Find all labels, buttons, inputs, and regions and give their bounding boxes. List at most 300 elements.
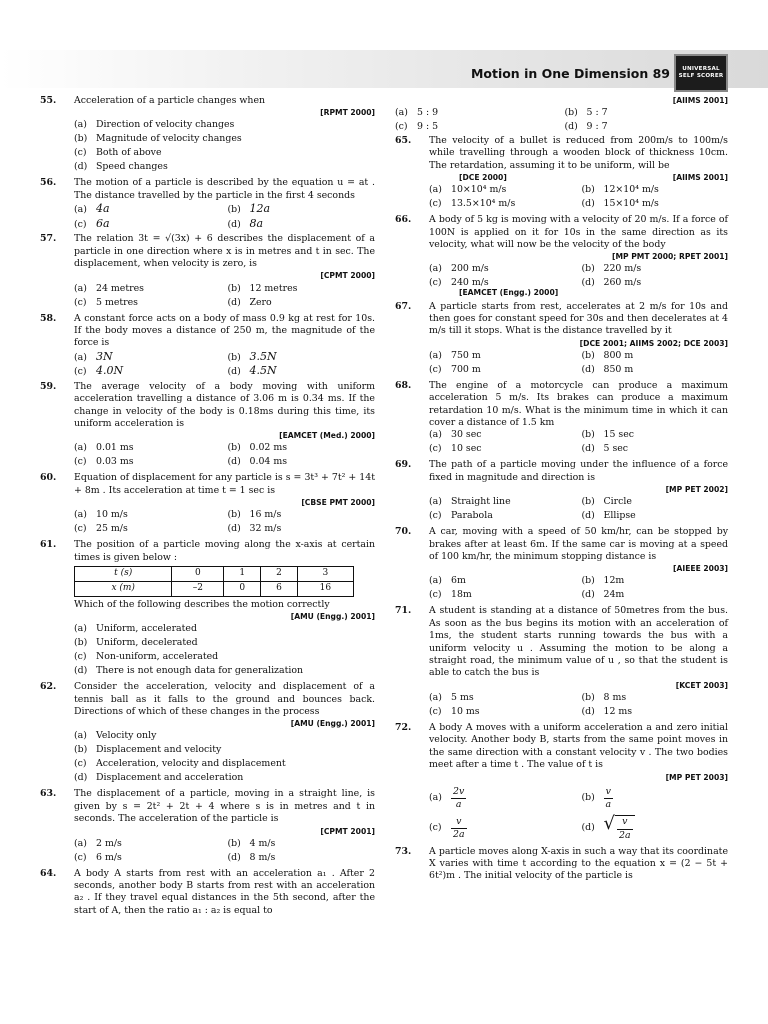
option-text: 9 : 7	[586, 121, 608, 133]
table-cell: 0	[224, 581, 261, 596]
option-letter: (d)	[581, 277, 595, 289]
option-letter: (a)	[395, 107, 408, 119]
option-letter: (a)	[429, 184, 442, 196]
option-letter: (b)	[581, 429, 595, 441]
question-text: A body of 5 kg is moving with a velocity of 20 m/s. If a force of 100N is applied on it for 10s in the same direction as its velocity, what will now be the velocity of the body	[429, 214, 728, 251]
options-grid	[74, 350, 375, 379]
option-letter: (c)	[429, 822, 442, 834]
option	[582, 443, 729, 457]
option	[395, 121, 559, 135]
question-text: The path of a particle moving under the influence of a force fixed in magnitude and direction is	[429, 459, 728, 483]
badge-line-1: UNIVERSAL	[682, 65, 720, 72]
option-text: 240 m/s	[451, 277, 489, 289]
fraction	[451, 786, 466, 812]
exam-reference: [CPMT 2000]	[320, 271, 375, 281]
options-grid	[74, 119, 375, 175]
option-text: Ellipse	[603, 510, 636, 522]
question	[395, 301, 728, 378]
option	[429, 429, 576, 443]
question-number: 63.	[40, 788, 57, 800]
option	[228, 202, 376, 217]
option	[429, 692, 576, 706]
exam-reference: [AIIMS 2001]	[672, 96, 728, 105]
table-row	[75, 567, 354, 582]
option-text: 0.04 ms	[249, 456, 288, 468]
option-letter: (c)	[74, 851, 87, 863]
option-text: 3N	[96, 349, 113, 363]
option-letter: (c)	[429, 277, 442, 289]
question-text: The relation 3t = √(3x) + 6 describes the displacement of a particle in one direction where x is in metres and t in sec. The displacement, when velocity is zero, is	[74, 233, 375, 270]
option-text: Direction of velocity changes	[96, 119, 235, 131]
question-text: A body A moves with a uniform acceleration a and zero initial velocity. Another body B, starts from the same point moves in the same direction with a constant velocity v . The two bodies meet after a time t . The value of t is	[429, 721, 728, 771]
table-cell: 6	[261, 581, 298, 596]
option-letter: (d)	[581, 822, 595, 834]
numerator: v	[604, 786, 614, 799]
option-text: Non-uniform, accelerated	[96, 651, 219, 663]
question	[395, 722, 728, 844]
denominator: 2a	[453, 829, 465, 841]
option-text: Velocity only	[96, 730, 157, 742]
question	[395, 605, 728, 719]
data-table	[74, 566, 354, 597]
option-text: 18m	[451, 589, 472, 601]
option-text: There is not enough data for generalization	[96, 665, 304, 677]
option-letter: (c)	[74, 523, 87, 535]
option-letter: (c)	[429, 198, 442, 210]
option-letter: (d)	[581, 443, 595, 455]
option-text: 5 metres	[96, 296, 138, 308]
table-cell: –2	[172, 581, 224, 596]
option	[429, 706, 576, 720]
question-number: 67.	[395, 300, 412, 312]
option	[74, 297, 222, 311]
option-letter: (d)	[581, 705, 595, 717]
option-letter: (b)	[581, 496, 595, 508]
option-letter: (a)	[429, 575, 442, 587]
exam-reference: [KCET 2003]	[675, 680, 728, 690]
option-text: 25 m/s	[96, 523, 128, 535]
question-text: The motion of a particle is described by the equation u = at . The distance travelled by the particle in the first 4 seconds	[74, 177, 375, 201]
option-text: 24m	[603, 589, 625, 601]
question-text: A body A starts from rest with an acceleration a₁ . After 2 seconds, another body B starts from rest with an acceleration a₂ . If they travel equal distances in the 5th second, after the start of A, then the ratio a₁ : a₂ is equal to	[74, 867, 375, 916]
table-cell: 16	[297, 581, 353, 596]
exam-reference: [CBSE PMT 2000]	[301, 498, 375, 508]
option-letter: (d)	[227, 218, 241, 230]
option-letter: (b)	[581, 691, 595, 703]
option-letter: (b)	[581, 184, 595, 196]
option	[228, 364, 376, 379]
option-text: 0.01 ms	[96, 442, 134, 454]
option	[582, 814, 729, 844]
option	[228, 350, 376, 365]
option-letter: (b)	[227, 442, 241, 454]
option-text: 700 m	[451, 363, 481, 375]
option-letter: (d)	[581, 510, 595, 522]
option-text: Both of above	[96, 147, 162, 159]
option	[565, 121, 729, 135]
option-letter: (b)	[74, 744, 88, 756]
option	[228, 442, 376, 456]
options-grid	[74, 730, 375, 786]
option-letter: (b)	[227, 509, 241, 521]
option-letter: (d)	[227, 296, 241, 308]
option	[582, 364, 729, 378]
option-text: 220 m/s	[603, 263, 642, 275]
denominator: 2a	[618, 829, 631, 841]
option-text: 12 metres	[249, 282, 298, 294]
question	[40, 681, 375, 786]
option	[228, 852, 376, 866]
option-text: 6 m/s	[96, 851, 122, 863]
question-text: A student is standing at a distance of 50metres from the bus. As soon as the bus begins its motion with an acceleration of 1ms, the student starts running towards the bus with a uniform velocity u . Assuming the motion to be along a straight road, the minimum value of u , so that the student is able to catch the bus is	[429, 605, 728, 679]
option-text: 8 m/s	[249, 851, 276, 863]
exam-reference: [EAMCET (Med.) 2000]	[279, 431, 375, 441]
table-cell: 2	[261, 567, 298, 582]
option	[565, 107, 729, 121]
option-letter: (c)	[395, 121, 408, 133]
option-letter: (b)	[74, 637, 88, 649]
question-text: The velocity of a bullet is reduced from 200m/s to 100m/s while travelling through a wooden block of thickness 10cm. The retardation, assuming it to be uniform, will be	[429, 135, 728, 171]
option-text: 260 m/s	[603, 277, 642, 289]
option-letter: (a)	[429, 792, 442, 804]
option	[74, 623, 375, 637]
option-letter: (b)	[227, 204, 241, 216]
table-cell: t (s)	[75, 567, 172, 582]
option-text: Uniform, decelerated	[96, 637, 198, 649]
option-text: 10×10⁴ m/s	[451, 184, 507, 196]
option	[582, 198, 729, 212]
option-letter: (d)	[227, 523, 241, 535]
option-letter: (b)	[227, 837, 241, 849]
question-text: Equation of displacement for any particle is s = 3t³ + 7t² + 14t + 8m . Its acceleration at time t = 1 sec is	[74, 472, 375, 496]
option-text: Speed changes	[96, 161, 168, 173]
option-text: Straight line	[451, 496, 511, 508]
option-letter: (b)	[581, 792, 595, 804]
option	[228, 838, 376, 852]
option-letter: (a)	[429, 691, 442, 703]
option	[228, 509, 376, 523]
exam-reference: [AMU (Engg.) 2001]	[290, 719, 375, 729]
option-letter: (d)	[74, 161, 88, 173]
question	[40, 381, 375, 471]
option	[74, 838, 222, 852]
question-number: 55.	[40, 95, 57, 106]
exam-reference: [AMU (Engg.) 2001]	[290, 612, 375, 622]
table-cell: 3	[297, 567, 353, 582]
square-root	[604, 815, 635, 842]
option-letter: (c)	[74, 758, 87, 770]
options-grid	[429, 784, 728, 844]
options-grid	[74, 283, 375, 311]
question-number: 57.	[40, 233, 57, 245]
option-text: 5 sec	[603, 443, 629, 455]
question-number: 56.	[40, 177, 57, 189]
option-text: Magnitude of velocity changes	[96, 133, 242, 145]
question-number: 61.	[40, 539, 57, 551]
exam-reference: [MP PMT 2000; RPET 2001]	[611, 252, 728, 262]
option	[582, 692, 729, 706]
option-text: 5 : 7	[586, 107, 608, 119]
question	[40, 472, 375, 537]
options-grid	[429, 350, 728, 378]
option-text: 16 m/s	[249, 509, 282, 521]
option	[74, 119, 375, 133]
question-number: 64.	[40, 867, 57, 879]
option	[74, 758, 375, 772]
question-number: 60.	[40, 472, 57, 484]
question-text: The average velocity of a body moving with uniform acceleration travelling a distance of 3.06 m is 0.34 ms. If the change in velocity of the body is 0.18ms during this time, its uniform acceleration is	[74, 380, 375, 429]
option	[74, 637, 375, 651]
options-grid	[74, 838, 375, 866]
exam-reference: [EAMCET (Engg.) 2000]	[459, 288, 559, 298]
option-text: 4.0N	[96, 364, 124, 378]
option-text: 6a	[96, 216, 110, 230]
question-number: 65.	[395, 135, 412, 147]
option-letter: (b)	[564, 107, 578, 119]
option	[429, 350, 576, 364]
option-text: 750 m	[451, 349, 481, 361]
option-letter: (c)	[74, 296, 87, 308]
option-letter: (a)	[74, 509, 87, 521]
option	[228, 297, 376, 311]
option-letter: (d)	[227, 851, 241, 863]
option-text: 4.5N	[249, 364, 277, 378]
question-number: 69.	[395, 459, 412, 471]
option-text: 15 sec	[603, 429, 635, 441]
option-text: 5 ms	[451, 691, 474, 703]
option-letter: (a)	[429, 349, 442, 361]
option	[429, 364, 576, 378]
question	[395, 380, 728, 458]
option-text: 12m	[603, 575, 625, 587]
option-letter: (a)	[429, 263, 442, 275]
option-text: 9 : 5	[417, 121, 439, 133]
question-number: 68.	[395, 379, 412, 391]
exam-reference: [AIIMS 2001]	[672, 173, 728, 183]
options-grid	[429, 575, 728, 603]
option-letter: (b)	[581, 263, 595, 275]
question	[40, 539, 375, 679]
radical-sign: √	[603, 813, 615, 835]
table-row	[75, 581, 354, 596]
question-number: 71.	[395, 605, 412, 617]
option	[582, 510, 729, 524]
option-text: Displacement and velocity	[96, 744, 222, 756]
right-column	[395, 95, 728, 885]
denominator: a	[605, 799, 612, 811]
option	[429, 263, 576, 277]
option-letter: (b)	[581, 349, 595, 361]
option	[582, 350, 729, 364]
options-grid	[74, 442, 375, 470]
question-text: Consider the acceleration, velocity and displacement of a tennis ball as it falls to the ground and bounces back. Directions of which of these changes in the process	[74, 681, 375, 718]
options-grid	[74, 202, 375, 231]
badge-line-2: SELF SCORER	[678, 73, 724, 79]
table-cell: x (m)	[75, 581, 172, 596]
option-text: 2 m/s	[96, 837, 122, 849]
denominator: a	[455, 799, 462, 811]
question-text: The engine of a motorcycle can produce a maximum acceleration 5 m/s. Its brakes can produce a maximum retardation 10 m/s. What is the minimum time in which it can cover a distance of 1.5 km	[429, 379, 728, 428]
universal-self-scorer-logo	[674, 54, 728, 92]
question	[40, 233, 375, 310]
option	[74, 217, 222, 232]
exam-reference: [RPMT 2000]	[320, 108, 375, 118]
question-text: A particle moves along X-axis in such a way that its coordinate X varies with time t according to the equation x = (2 − 5t + 6t²)m . The initial velocity of the particle is	[429, 845, 728, 882]
question	[40, 868, 375, 918]
left-column	[40, 95, 375, 919]
question-text: A car, moving with a speed of 50 km/hr, can be stopped by brakes after at least 6m. If the same car is moving at a speed of 100 km/hr, the minimum stopping distance is	[429, 526, 728, 562]
continued-block	[395, 96, 728, 135]
question-number: 59.	[40, 380, 57, 392]
option-text: 13.5×10⁴ m/s	[451, 198, 516, 210]
option	[74, 442, 222, 456]
option-text: Circle	[603, 496, 632, 508]
option-text: 0.03 ms	[96, 456, 134, 468]
option	[429, 814, 576, 844]
option-text: 850 m	[603, 363, 634, 375]
option	[582, 784, 729, 814]
option	[74, 350, 222, 365]
option-text: 4a	[96, 202, 110, 216]
option-text: 5 : 9	[417, 107, 439, 119]
options-grid	[429, 429, 728, 457]
options-grid	[429, 496, 728, 524]
option-letter: (c)	[74, 651, 87, 663]
option-letter: (c)	[429, 443, 442, 455]
option-letter: (a)	[74, 623, 87, 635]
option-letter: (d)	[581, 589, 595, 601]
options-grid	[429, 692, 728, 720]
option-letter: (d)	[74, 772, 88, 784]
option	[74, 202, 222, 217]
option-letter: (c)	[74, 218, 87, 230]
option	[228, 523, 376, 537]
option	[228, 217, 376, 232]
option-text: Parabola	[451, 510, 493, 522]
option-text: 8a	[249, 216, 264, 230]
numerator: 2v	[451, 786, 466, 799]
option-letter: (b)	[227, 351, 241, 363]
option	[228, 283, 376, 297]
option	[429, 496, 576, 510]
option	[429, 198, 576, 212]
option	[429, 443, 576, 457]
option	[74, 161, 375, 175]
option-text: 12a	[249, 202, 271, 216]
question	[40, 177, 375, 231]
option-letter: (d)	[581, 198, 595, 210]
option-letter: (b)	[74, 133, 88, 145]
exam-reference: [MP PET 2003]	[665, 772, 728, 782]
option-letter: (b)	[227, 282, 241, 294]
option-letter: (b)	[581, 575, 595, 587]
option	[74, 744, 375, 758]
numerator: v	[451, 816, 467, 829]
page-number: 89	[652, 66, 670, 81]
question-number: 70.	[395, 526, 412, 538]
option	[74, 523, 222, 537]
question-number: 62.	[40, 681, 57, 693]
option-text: Uniform, accelerated	[96, 623, 197, 635]
option-letter: (c)	[429, 705, 442, 717]
option-text: 10 ms	[451, 705, 480, 717]
option-letter: (d)	[227, 366, 241, 378]
fraction	[617, 816, 633, 842]
option	[74, 364, 222, 379]
option-letter: (c)	[74, 456, 87, 468]
question	[40, 313, 375, 379]
exam-reference: [AIEEE 2003]	[673, 564, 728, 574]
table-cell: 1	[224, 567, 261, 582]
option	[582, 589, 729, 603]
option-text: 200 m/s	[451, 263, 489, 275]
option-text: 800 m	[603, 349, 634, 361]
option	[582, 496, 729, 510]
table-cell: 0	[172, 567, 224, 582]
option	[429, 184, 576, 198]
option	[582, 263, 729, 277]
option-letter: (c)	[74, 147, 87, 159]
option-letter: (d)	[564, 121, 578, 133]
option-text: 4 m/s	[249, 837, 276, 849]
option	[74, 665, 375, 679]
option	[74, 509, 222, 523]
question	[40, 788, 375, 865]
option	[582, 429, 729, 443]
question	[40, 95, 375, 175]
page-title	[471, 66, 670, 83]
option-letter: (a)	[74, 282, 87, 294]
question-number: 73.	[395, 845, 412, 857]
option-letter: (d)	[581, 363, 595, 375]
options-grid	[395, 107, 728, 135]
option	[429, 589, 576, 603]
option-letter: (c)	[429, 510, 442, 522]
option	[74, 651, 375, 665]
chapter-title: Motion in One Dimension	[470, 66, 649, 81]
question-text: A constant force acts on a body of mass 0.9 kg at rest for 10s. If the body moves a distance of 250 m, the magnitude of the force is	[74, 312, 375, 349]
option-text: 8 ms	[603, 691, 627, 703]
option-letter: (d)	[227, 456, 241, 468]
option-letter: (a)	[74, 837, 87, 849]
option-text: 10 m/s	[96, 509, 128, 521]
exam-reference: [CPMT 2001]	[320, 826, 375, 836]
options-grid	[74, 509, 375, 537]
options-grid	[429, 184, 728, 212]
page-header	[0, 50, 768, 88]
question-number: 72.	[395, 721, 412, 733]
question-text: Acceleration of a particle changes when	[74, 95, 266, 106]
option-text: 32 m/s	[249, 523, 282, 535]
numerator: v	[617, 816, 633, 829]
option	[74, 772, 375, 786]
question-number: 66.	[395, 214, 412, 226]
option	[429, 575, 576, 589]
question-text: The displacement of a particle, moving in a straight line, is given by s = 2t² + 2t + 4 where s is in metres and t in seconds. The acceleration of the particle is	[74, 788, 375, 825]
question	[395, 214, 728, 298]
exam-reference: [DCE 2001; AIIMS 2002; DCE 2003]	[579, 338, 728, 348]
option	[582, 706, 729, 720]
reference-row	[429, 173, 728, 183]
option-letter: (a)	[74, 204, 87, 216]
question	[395, 459, 728, 524]
option	[74, 852, 222, 866]
option-letter: (d)	[74, 665, 88, 677]
option	[228, 456, 376, 470]
option	[429, 784, 576, 814]
options-grid	[74, 623, 375, 679]
fraction	[604, 786, 614, 812]
